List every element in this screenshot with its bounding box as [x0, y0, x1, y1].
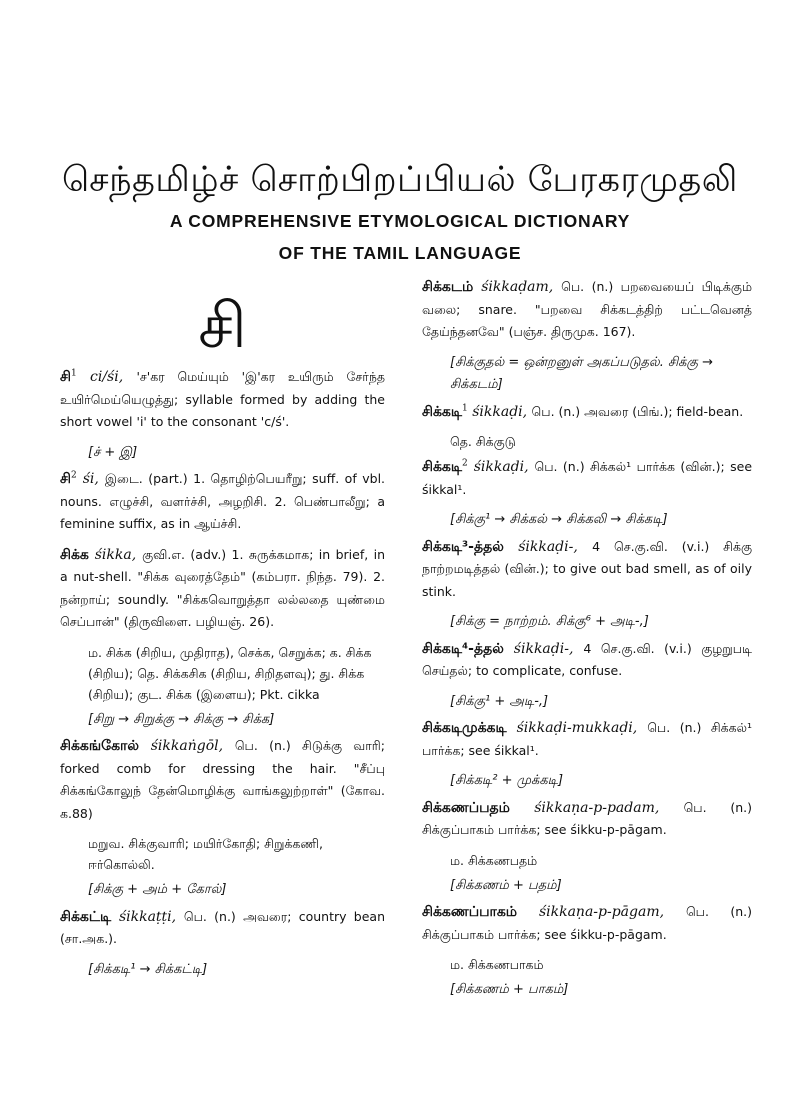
- entry-definition: 4 செ.கு.வி. (v.i.) சிக்கு நாற்றமடித்தல் (வின்.); to give out bad smell, as of oily stink.: [422, 538, 752, 599]
- dictionary-entry: [422, 401, 752, 453]
- homograph-number: 2: [70, 470, 77, 481]
- entry-definition: 4 செ.கு.வி. (v.i.) குழறுபடி செய்தல்; to complicate, confuse.: [422, 640, 753, 678]
- dictionary-entry: [60, 906, 385, 982]
- derivation: [சிக்கடி¹ → சிக்கட்டி]: [88, 961, 208, 977]
- derivation: [சிறு → சிறுக்கு → சிக்கு → சிக்க]: [88, 711, 275, 727]
- headword: சி: [60, 369, 71, 385]
- transliteration: śikkaṅgōl,: [150, 738, 224, 754]
- headword: சிக்கணப்பதம்: [422, 799, 510, 816]
- transliteration: śikkaḍam,: [481, 279, 554, 295]
- entry-text: [422, 638, 752, 683]
- dictionary-entry: [422, 536, 752, 634]
- entry-definition: பெ. (n.) சிக்கல்¹ பார்க்க; see śikkal¹.: [422, 720, 752, 758]
- headword: சி: [60, 471, 71, 487]
- cognates: ம. சிக்க (சிறிய, முதிராத), செக்க, செறுக்க; க. சிக்க (சிறிய); தெ. சிக்கசிக (சிறிய, சிறிதளவு); து. சிக்க (சிறிய); குட. சிக்க (இளைய); Pkt. cikka: [88, 644, 372, 702]
- dictionary-entry: [60, 544, 385, 732]
- homograph-number: 1: [70, 368, 77, 379]
- derivation: [ச் + இ]: [88, 444, 138, 460]
- entry-text: [422, 901, 752, 946]
- dictionary-entry: [422, 638, 752, 714]
- entry-definition: பெ. (n.) பறவையைப் பிடிக்கும் வலை; snare. "பறவை சிக்கடத்திற் பட்டவெனத் தேய்ந்தனவே" (பஞ்ச. திருமுக. 167).: [422, 279, 753, 339]
- entry-text: [60, 735, 385, 825]
- left-column: [60, 278, 385, 985]
- homograph-number: 2: [462, 458, 468, 469]
- dictionary-entry: [422, 797, 752, 898]
- headword: சிக்கடி: [422, 403, 463, 420]
- derivation: [சிக்கு¹ + அடி-,]: [450, 693, 549, 709]
- dictionary-entry: [60, 468, 385, 536]
- derivation: [சிக்கு¹ → சிக்கல் → சிக்கலி → சிக்கடி]: [450, 512, 668, 527]
- entry-text: [60, 906, 385, 951]
- transliteration: śikkaḍi-,: [513, 640, 574, 657]
- headword: சிக்கடி⁴-த்தல்: [422, 640, 504, 657]
- derivation: [சிக்கணம் + பாகம்]: [450, 982, 569, 997]
- entry-definition: பெ. (n.) சிடுக்கு வாரி; forked comb for dressing the hair. "சீப்பு சிக்கங்கோலுந் தேன்மொழிக்கு வாங்கலுற்றாள்" (கோவ. க.88): [60, 738, 385, 821]
- entry-definition: பெ. (n.) சிக்குப்பாகம் பார்க்க; see śikku-p-pāgam.: [422, 904, 753, 942]
- cognates: ம. சிக்கணபதம்: [450, 852, 538, 868]
- entry-text: [60, 468, 385, 536]
- headword: சிக்கங்கோல்: [60, 738, 139, 754]
- cognates: மறுவ. சிக்குவாரி; மயிர்கோதி; சிறுக்கணி, ஈர்கொல்லி.: [88, 836, 323, 872]
- entry-definition: இடை. (part.) 1. தொழிற்பெயரீறு; suff. of vbl. nouns. எழுச்சி, வளர்ச்சி, அழறிசி. 2. பெண்பாலீறு; a feminine suffix, as in ஆய்ச்சி.: [60, 471, 386, 531]
- english-title-line-2: OF THE TAMIL LANGUAGE: [278, 243, 522, 263]
- transliteration: ci/śi,: [90, 369, 124, 385]
- tamil-title: செந்தமிழ்ச் சொற்பிறப்பியல் பேரகரமுதலி: [62, 160, 738, 200]
- transliteration: śikka,: [94, 546, 137, 563]
- cognates: தெ. சிக்குடு: [450, 434, 516, 449]
- entry-definition: பெ. (n.) சிக்கல்¹ பார்க்க (வின்.); see śikkal¹.: [422, 459, 753, 497]
- headword: சிக்கடம்: [422, 279, 474, 295]
- entry-definition: 'ச'கர மெய்யும் 'இ'கர உயிரும் சேர்ந்த உயிர்மெய்யெழுத்து; syllable formed by adding the short vowel 'i' to the consonant 'c/ś'.: [60, 369, 386, 429]
- cognates: ம. சிக்கணபாகம்: [450, 957, 544, 972]
- derivation: [சிக்கணம் + பதம்]: [450, 877, 562, 893]
- transliteration: śikkaḍi,: [472, 403, 528, 420]
- headword: சிக்கடிமுக்கடி: [422, 720, 507, 736]
- transliteration: śikkaṇa-p-pāgam,: [538, 904, 665, 920]
- transliteration: śikkaḍi,: [473, 459, 529, 475]
- headword: சிக்கடி³-த்தல்: [422, 538, 504, 555]
- dictionary-entry: [422, 717, 752, 793]
- entry-text: [422, 401, 752, 424]
- headword: சிக்க: [60, 546, 89, 563]
- homograph-number: 1: [462, 402, 468, 413]
- entry-definition: குவி.எ. (adv.) 1. சுருக்கமாக; in brief, in a nut-shell. "சிக்க வுரைத்தேம்" (கம்பரா. நிந்த. 79). 2. நன்றாய்; soundly. "சிக்கவொறுத்தா லல்லதை யுண்மை செப்பான்" (திருவிளை. பழியஞ். 26).: [60, 546, 385, 629]
- entry-text: [422, 536, 752, 604]
- dictionary-entry: [60, 735, 385, 902]
- dictionary-entry: [60, 366, 385, 464]
- dictionary-entry: [422, 901, 752, 1002]
- headword: சிக்கட்டி: [60, 908, 112, 925]
- transliteration: śi,: [82, 471, 99, 487]
- dictionary-entry: [422, 276, 752, 397]
- derivation: [சிக்கடி² + முக்கடி]: [450, 773, 564, 788]
- derivation: [சிக்கு = நாற்றம். சிக்கு⁶ + அடி-,]: [450, 614, 649, 629]
- entry-text: [422, 276, 752, 344]
- entry-text: [60, 544, 385, 634]
- derivation: [சிக்குதல் = ஒன்றனுள் அகப்படுதல். சிக்கு → சிக்கடம்]: [450, 354, 713, 392]
- right-column: [422, 276, 752, 1006]
- english-title-line-1: A COMPREHENSIVE ETYMOLOGICAL DICTIONARY: [169, 211, 631, 231]
- entry-definition: பெ. (n.) அவரை; country bean (சா.அக.).: [60, 908, 385, 946]
- headword: சிக்கடி: [422, 459, 463, 475]
- transliteration: śikkaḍi-,: [518, 538, 578, 555]
- entry-text: [422, 797, 752, 842]
- entry-text: [422, 456, 752, 501]
- entry-text: [60, 366, 385, 434]
- section-letter: சி: [198, 289, 247, 362]
- entry-definition: பெ. (n.) அவரை (பிங்.); field-bean.: [531, 403, 744, 419]
- dictionary-entry: [422, 456, 752, 532]
- derivation: [சிக்கு + அம் + கோல்]: [88, 882, 227, 897]
- entry-text: [422, 717, 752, 762]
- transliteration: śikkaḍi-mukkaḍi,: [516, 720, 638, 736]
- entry-definition: பெ. (n.) சிக்குப்பாகம் பார்க்க; see śikku-p-pāgam.: [422, 799, 752, 837]
- transliteration: śikkaṭṭi,: [118, 908, 177, 925]
- transliteration: śikkaṇa-p-padam,: [534, 799, 660, 816]
- headword: சிக்கணப்பாகம்: [422, 904, 518, 920]
